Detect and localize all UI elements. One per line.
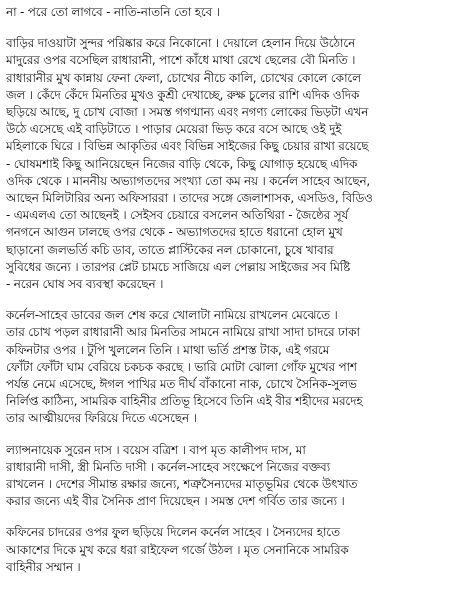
text-line: ছাড়ানো জলভর্তি কচি ডাব, তাতে প্লাস্টিকের নল চোকানো, চুষে খাবার (6, 242, 334, 257)
text-line: ফোঁটা ফোঁটা ঘাম বেরিয়ে চকচক করছে । ভারি মোটা ঝোলা গোঁফ মুখের পাশ (6, 359, 357, 374)
text-line: গনগনে আগুন ঢালছে ওপর থেকে - অভ্যাগতদের হাতে ধরানো হোল মুখ (6, 225, 343, 240)
text-line: - ঘোষমশাই কিছু আনিয়েছেন নিজের বাড়ি থেকে, কিছু যোগাড় হয়েছে এদিক (6, 156, 358, 171)
text-line: কফিনটার ওপর । টুপি খুললেন তিনি । মাথা ভর্তি প্রশস্ত টাক, এই গরমে (6, 342, 330, 357)
text-line: ছড়িয়ে আছে, দু চোখ বোজা । সমস্ত গগণ্মান্য এবং নগণ্য লোকের ভিড়টা এখন (6, 105, 369, 120)
text-line: সুবিধের জন্যে । তারপর প্লেট চামচে সাজিয়ে এল পেল্লায় সাইজের সব মিষ্টি (6, 259, 351, 274)
text-line: ল্যান্সনায়েক সুরেন দাস । বয়েস বত্রিশ । বাপ মৃত কালীপদ দাস, মা (6, 442, 306, 457)
text-line: উঠে এসেছে এই বাড়িটাতে । পাড়ার মেয়েরা ভিড় করে বসে আছে ওই দুই (6, 122, 342, 137)
paragraph-gap (6, 428, 452, 442)
text-line: মাদুরের ওপর বসেছিল রাধারানী, পাশে কাঁধে মাথা রেখে ছেলের বৌ মিনতি । (6, 53, 356, 68)
paragraph-4 (6, 442, 452, 511)
text-line: নির্লিপ্ত কাঠিন্য, সামরিক বাহিনীর প্রতিভূ হিসেবে তিনি এই বীর শহীদের মরদেহ (6, 394, 363, 409)
paragraph-1 (6, 4, 452, 21)
text-line: আছেন মিলিটারির অন্য অফিসাররা । তাদের সঙ্গে জেলাশাসক, এসডিও, বিডিও (6, 191, 373, 206)
paragraph-gap (6, 293, 452, 307)
text-line: করার জন্যে এই বীর সৈনিক প্রাণ দিয়েছেন । সমস্ত দেশ গর্বিত তার জন্যে । (6, 494, 345, 509)
text-line: মহিলাকে ঘিরে । বিভিন্ন আকৃতির এবং বিভিন্ন সাইজের কিছু চেয়ার রাখা রয়েছে (6, 139, 369, 154)
text-line: রাখলেন । দেশের সীমান্ত রক্ষার জন্যে, শত্রুসৈন্যদের মাতৃভূমির থেকে উৎখাত (6, 477, 358, 492)
text-line: - এমএলএ তো আছেনই । সেইসব চেয়ারে বসলেন অতিথিরা - জৈষ্ঠের সূর্য (6, 208, 349, 223)
text-line: বাড়ির দাওয়াটা সুন্দর পরিষ্কার করে নিকোনো । দেয়ালে হেলান দিয়ে উঠোনে (6, 36, 356, 51)
text-line: রাধারানীর মুখ কান্নায় ফেনা ফেলা, চোখের নীচে কালি, চোখের কোলে কোলে (6, 70, 361, 85)
paragraph-5 (6, 524, 452, 576)
text-line: আকাশের দিকে মুখ করে ধরা রাইফেল গর্জে উঠল । মৃত সেনানিকে সামরিক (6, 542, 349, 557)
text-line: রাধারানী দাসী, স্ত্রী মিনতি দাসী । কর্নেল-সাহেব সংক্ষেপে নিজের বক্তব্য (6, 459, 330, 474)
text-line: - নরেন ঘোষ সব ব্যবস্থা করেছেন । (6, 277, 164, 292)
paragraph-gap (6, 21, 452, 35)
text-line: তার আত্মীয়দের ফিরিয়ে দিতে এসেছেন । (6, 411, 197, 426)
text-line: বাহিনীর সম্মান । (6, 559, 81, 574)
text-line: কর্নেল-সাহেব ডাবের জল শেষ করে খোলাটা নামিয়ে রাখলেন মেঝেতে । (6, 308, 338, 323)
paragraph-2 (6, 35, 452, 293)
paragraph-gap (6, 510, 452, 524)
text-line: না - পরে তো লাগবে - নাতি-নাতনি তো হবে । (6, 5, 220, 19)
paragraph-3 (6, 307, 452, 427)
text-line: কফিনের চাদরের ওপর ফুল ছড়িয়ে দিলেন কর্নেল সাহেব । সৈন্যদের হাতে (6, 525, 340, 540)
text-line: পর্যন্ত নেমে এসেছে, ঈগল পাখির মত দীর্ঘ বাঁকানো নাক, চোখে সৈনিক-সুলভ (6, 377, 357, 392)
text-line: তার চোখ পড়ল রাধারানী আর মিনতির সামনে নামিয়ে রাখা সাদা চাদরে ঢাকা (6, 325, 360, 340)
text-line: ওদিক থেকে । মাননীয় অভ্যাগতদের সংখ্যা তো কম নয় । কর্নেল সাহেব আছেন, (6, 173, 371, 188)
text-line: জল । কেঁদে কেঁদে মিনতির মুখও কুশ্রী দেখাচ্ছে, রুক্ষ চুলের রাশি এদিক ওদিক (6, 87, 360, 102)
